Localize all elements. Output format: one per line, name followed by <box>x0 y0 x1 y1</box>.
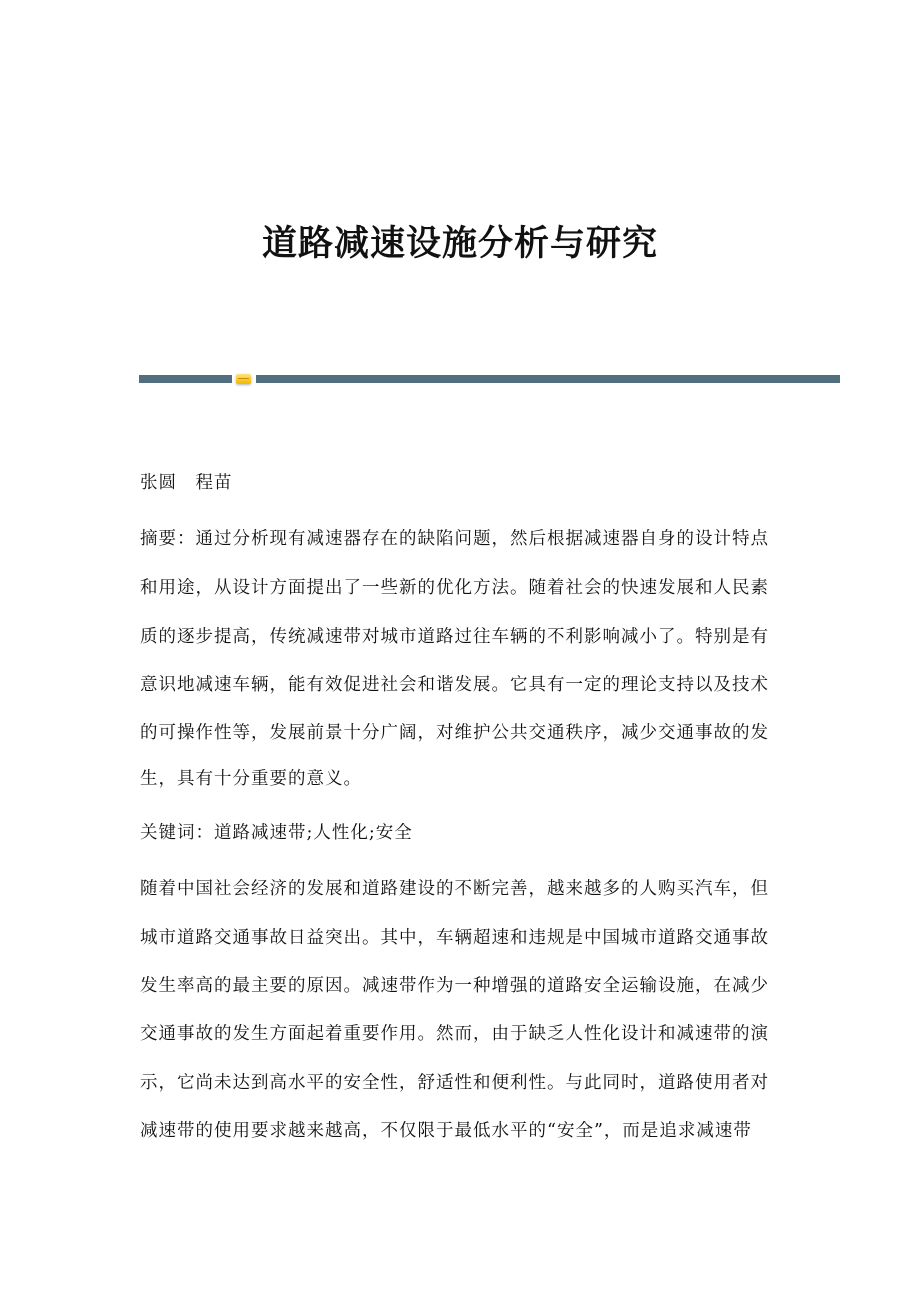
title-divider-left <box>139 375 232 383</box>
title-divider-right <box>256 375 840 383</box>
body-line: 发生率高的最主要的原因。减速带作为一种增强的道路安全运输设施，在减少 <box>140 976 769 996</box>
divider-emblem-icon <box>236 374 251 384</box>
body-line: 城市道路交通事故日益突出。其中，车辆超速和违规是中国城市道路交通事故 <box>140 928 769 948</box>
body-line: 随着中国社会经济的发展和道路建设的不断完善，越来越多的人购买汽车，但 <box>140 879 769 899</box>
abstract-line: 摘要：通过分析现有减速器存在的缺陷问题，然后根据减速器自身的设计特点 <box>140 529 769 549</box>
abstract-line: 质的逐步提高，传统减速带对城市道路过往车辆的不利影响减小了。特别是有 <box>140 627 769 647</box>
authors: 张圆 程苗 <box>140 473 233 493</box>
body-line: 示，它尚未达到高水平的安全性，舒适性和便利性。与此同时，道路使用者对 <box>140 1073 769 1093</box>
abstract-line: 的可操作性等，发展前景十分广阔，对维护公共交通秩序，减少交通事故的发 <box>140 723 769 743</box>
body-line: 交通事故的发生方面起着重要作用。然而，由于缺乏人性化设计和减速带的演 <box>140 1024 769 1044</box>
keywords: 关键词：道路减速带;人性化;安全 <box>140 823 413 843</box>
abstract-line: 意识地减速车辆，能有效促进社会和谐发展。它具有一定的理论支持以及技术 <box>140 675 769 695</box>
body-line: 减速带的使用要求越来越高，不仅限于最低水平的“安全”，而是追求减速带 <box>140 1121 752 1141</box>
abstract-line: 和用途，从设计方面提出了一些新的优化方法。随着社会的快速发展和人民素 <box>140 578 769 598</box>
document-title: 道路减速设施分析与研究 <box>261 223 658 264</box>
abstract-line: 生，具有十分重要的意义。 <box>140 769 362 789</box>
